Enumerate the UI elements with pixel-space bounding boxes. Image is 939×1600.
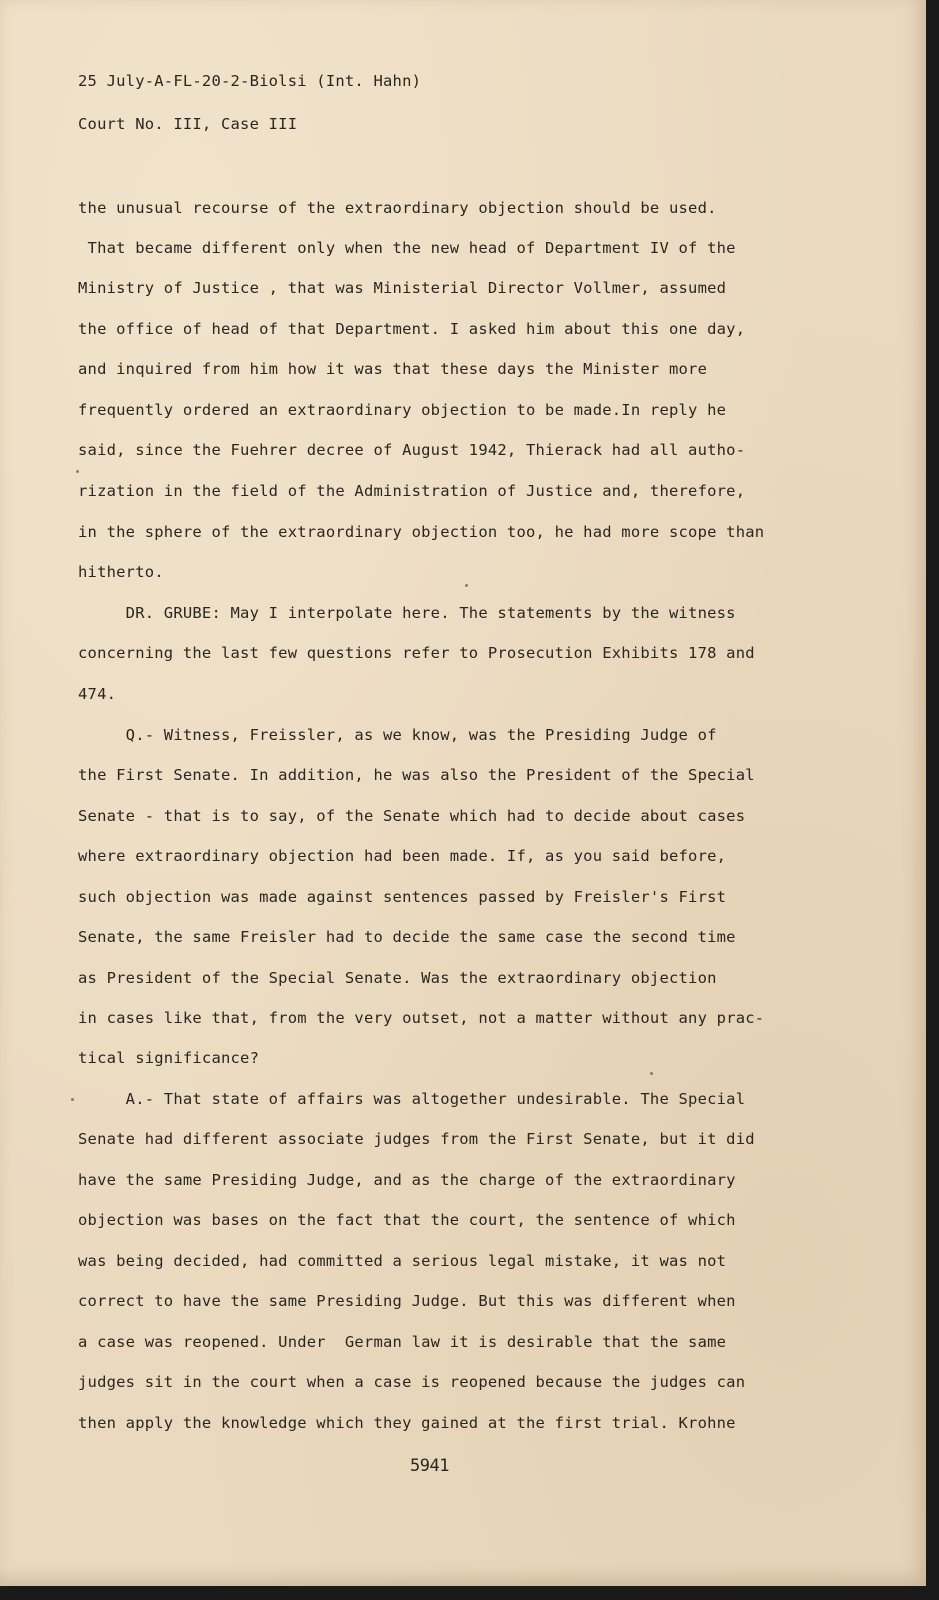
paper-speck (650, 1072, 653, 1075)
text-line: hitherto. (78, 563, 164, 581)
text-line: objection was bases on the fact that the court, the sentence of which (78, 1211, 736, 1229)
text-line: have the same Presiding Judge, and as the charge of the extraordinary (78, 1171, 736, 1189)
text-line: judges sit in the court when a case is reopened because the judges can (78, 1373, 746, 1391)
text-line: Ministry of Justice , that was Ministerial Director Vollmer, assumed (78, 279, 727, 297)
text-line: as President of the Special Senate. Was the extraordinary objection (78, 969, 717, 987)
header-court: Court No. III, Case III (78, 115, 298, 133)
paper-speck (71, 1098, 74, 1101)
text-line: tical significance? (78, 1049, 260, 1067)
text-line: That became different only when the new head of Department IV of the (78, 239, 736, 257)
text-line: the office of head of that Department. I asked him about this one day, (78, 320, 746, 338)
text-line: Q.- Witness, Freissler, as we know, was the Presiding Judge of (78, 726, 717, 744)
text-line: concerning the last few questions refer to Prosecution Exhibits 178 and (78, 644, 755, 662)
text-line: A.- That state of affairs was altogether undesirable. The Special (78, 1090, 746, 1108)
text-line: was being decided, had committed a serious legal mistake, it was not (78, 1252, 727, 1270)
header-reference: 25 July-A-FL-20-2-Biolsi (Int. Hahn) (78, 72, 422, 90)
text-line: said, since the Fuehrer decree of August 1942, Thierack had all autho- (78, 441, 746, 459)
text-line: such objection was made against sentences passed by Freisler's First (78, 888, 727, 906)
text-line: DR. GRUBE: May I interpolate here. The statements by the witness (78, 604, 736, 622)
paper-speck (76, 470, 79, 473)
paper-speck (465, 584, 468, 587)
text-line: 474. (78, 685, 117, 703)
page-number: 5941 (410, 1456, 449, 1476)
text-line: a case was reopened. Under German law it is desirable that the same (78, 1333, 727, 1351)
text-line: Senate had different associate judges from the First Senate, but it did (78, 1130, 755, 1148)
text-line: the First Senate. In addition, he was also the President of the Special (78, 766, 755, 784)
text-line: correct to have the same Presiding Judge. But this was different when (78, 1292, 736, 1310)
text-line: Senate, the same Freisler had to decide the same case the second time (78, 928, 736, 946)
text-line: the unusual recourse of the extraordinary objection should be used. (78, 199, 717, 217)
text-line: where extraordinary objection had been made. If, as you said before, (78, 847, 727, 865)
text-line: rization in the field of the Administration of Justice and, therefore, (78, 482, 746, 500)
text-line: and inquired from him how it was that these days the Minister more (78, 360, 708, 378)
text-line: in cases like that, from the very outset, not a matter without any prac- (78, 1009, 765, 1027)
text-line: Senate - that is to say, of the Senate which had to decide about cases (78, 807, 746, 825)
text-line: then apply the knowledge which they gained at the first trial. Krohne (78, 1414, 736, 1432)
text-line: in the sphere of the extraordinary objection too, he had more scope than (78, 523, 765, 541)
text-line: frequently ordered an extraordinary objection to be made.In reply he (78, 401, 727, 419)
